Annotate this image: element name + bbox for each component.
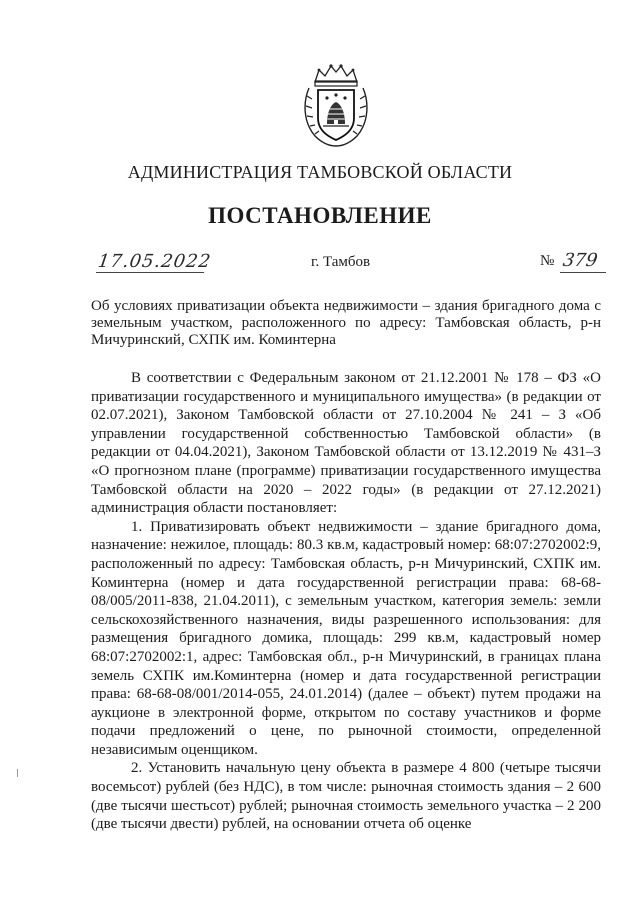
document-date: 17.05.2022 (96, 251, 213, 272)
document-city: г. Тамбов (311, 254, 371, 270)
paragraph-item-2: 2. Установить начальную цену объекта в размере 4 800 (четыре тысячи восемьсот) рублей (без НДС), в том числе: рыночная стоимость здания – 2 600 (две тысячи шестьсот) рублей; рыночная стоимость земельного участка – 2 200 (две тысячи двести) рублей, на основании отчета об оценке (91, 760, 601, 833)
document-number: 379 (561, 250, 599, 271)
number-underline (560, 272, 606, 273)
tambov-coat-of-arms-icon (301, 62, 371, 148)
margin-mark (17, 769, 18, 777)
date-underline (96, 272, 204, 273)
organization-name: АДМИНИСТРАЦИЯ ТАМБОВСКОЙ ОБЛАСТИ (127, 162, 513, 182)
paragraph-item-1: 1. Приватизировать объект недвижимости – здание бригадного дома, назначение: нежилое, площадь: 80.3 кв.м, кадастровый номер: 68:07:2702002:9, расположенный по адресу: Тамбовская область, р-н Мичуринский, СХПК им. Коминтерна (номер и дата государственной регистрации права: 68-68-08/005/2011-838, 21.04.2011), с земельным участком, категория земель: земли сельскохозяйственного назначения, виды разрешенного использования: для размещения бригадного домика, площадь: 299 кв.м, кадастровый номер 68:07:2702002:1, адрес: Тамбовская обл., р-н Мичуринский, в границах плана земель СХПК им.Коминтерна (номер и дата государственной регистрации права: 68-68-08/001/2014-055, 24.01.2014) (далее – объект) путем продажи на аукционе в электронной форме, открытом по составу участников и форме подачи предложений о цене, по рыночной стоимости, определенной независимым оценщиком. (91, 518, 601, 758)
document-body (91, 369, 601, 834)
paragraph-preamble: В соответствии с Федеральным законом от 21.12.2001 № 178 – ФЗ «О приватизации государственного и муниципального имущества» (в редакции от 02.07.2021), Законом Тамбовской области от 27.10.2004 № 241 – З «Об управлении государственной собственностью Тамбовской области» (в редакции от 04.04.2021), Законом Тамбовской области от 13.12.2019 № 431–З «О прогнозном плане (программе) приватизации государственного имущества Тамбовской области на 2020 – 2022 годы» (в редакции от 27.12.2021) администрация области постановляет: (91, 370, 601, 517)
document-type-title: ПОСТАНОВЛЕНИЕ (208, 203, 432, 228)
document-subject: Об условиях приватизации объекта недвижимости – здания бригадного дома с земельным участком, расположенного по адресу: Тамбовская область, р-н Мичуринский, СХПК им. Коминтерна (91, 298, 601, 348)
document-number-label: № (540, 253, 555, 269)
